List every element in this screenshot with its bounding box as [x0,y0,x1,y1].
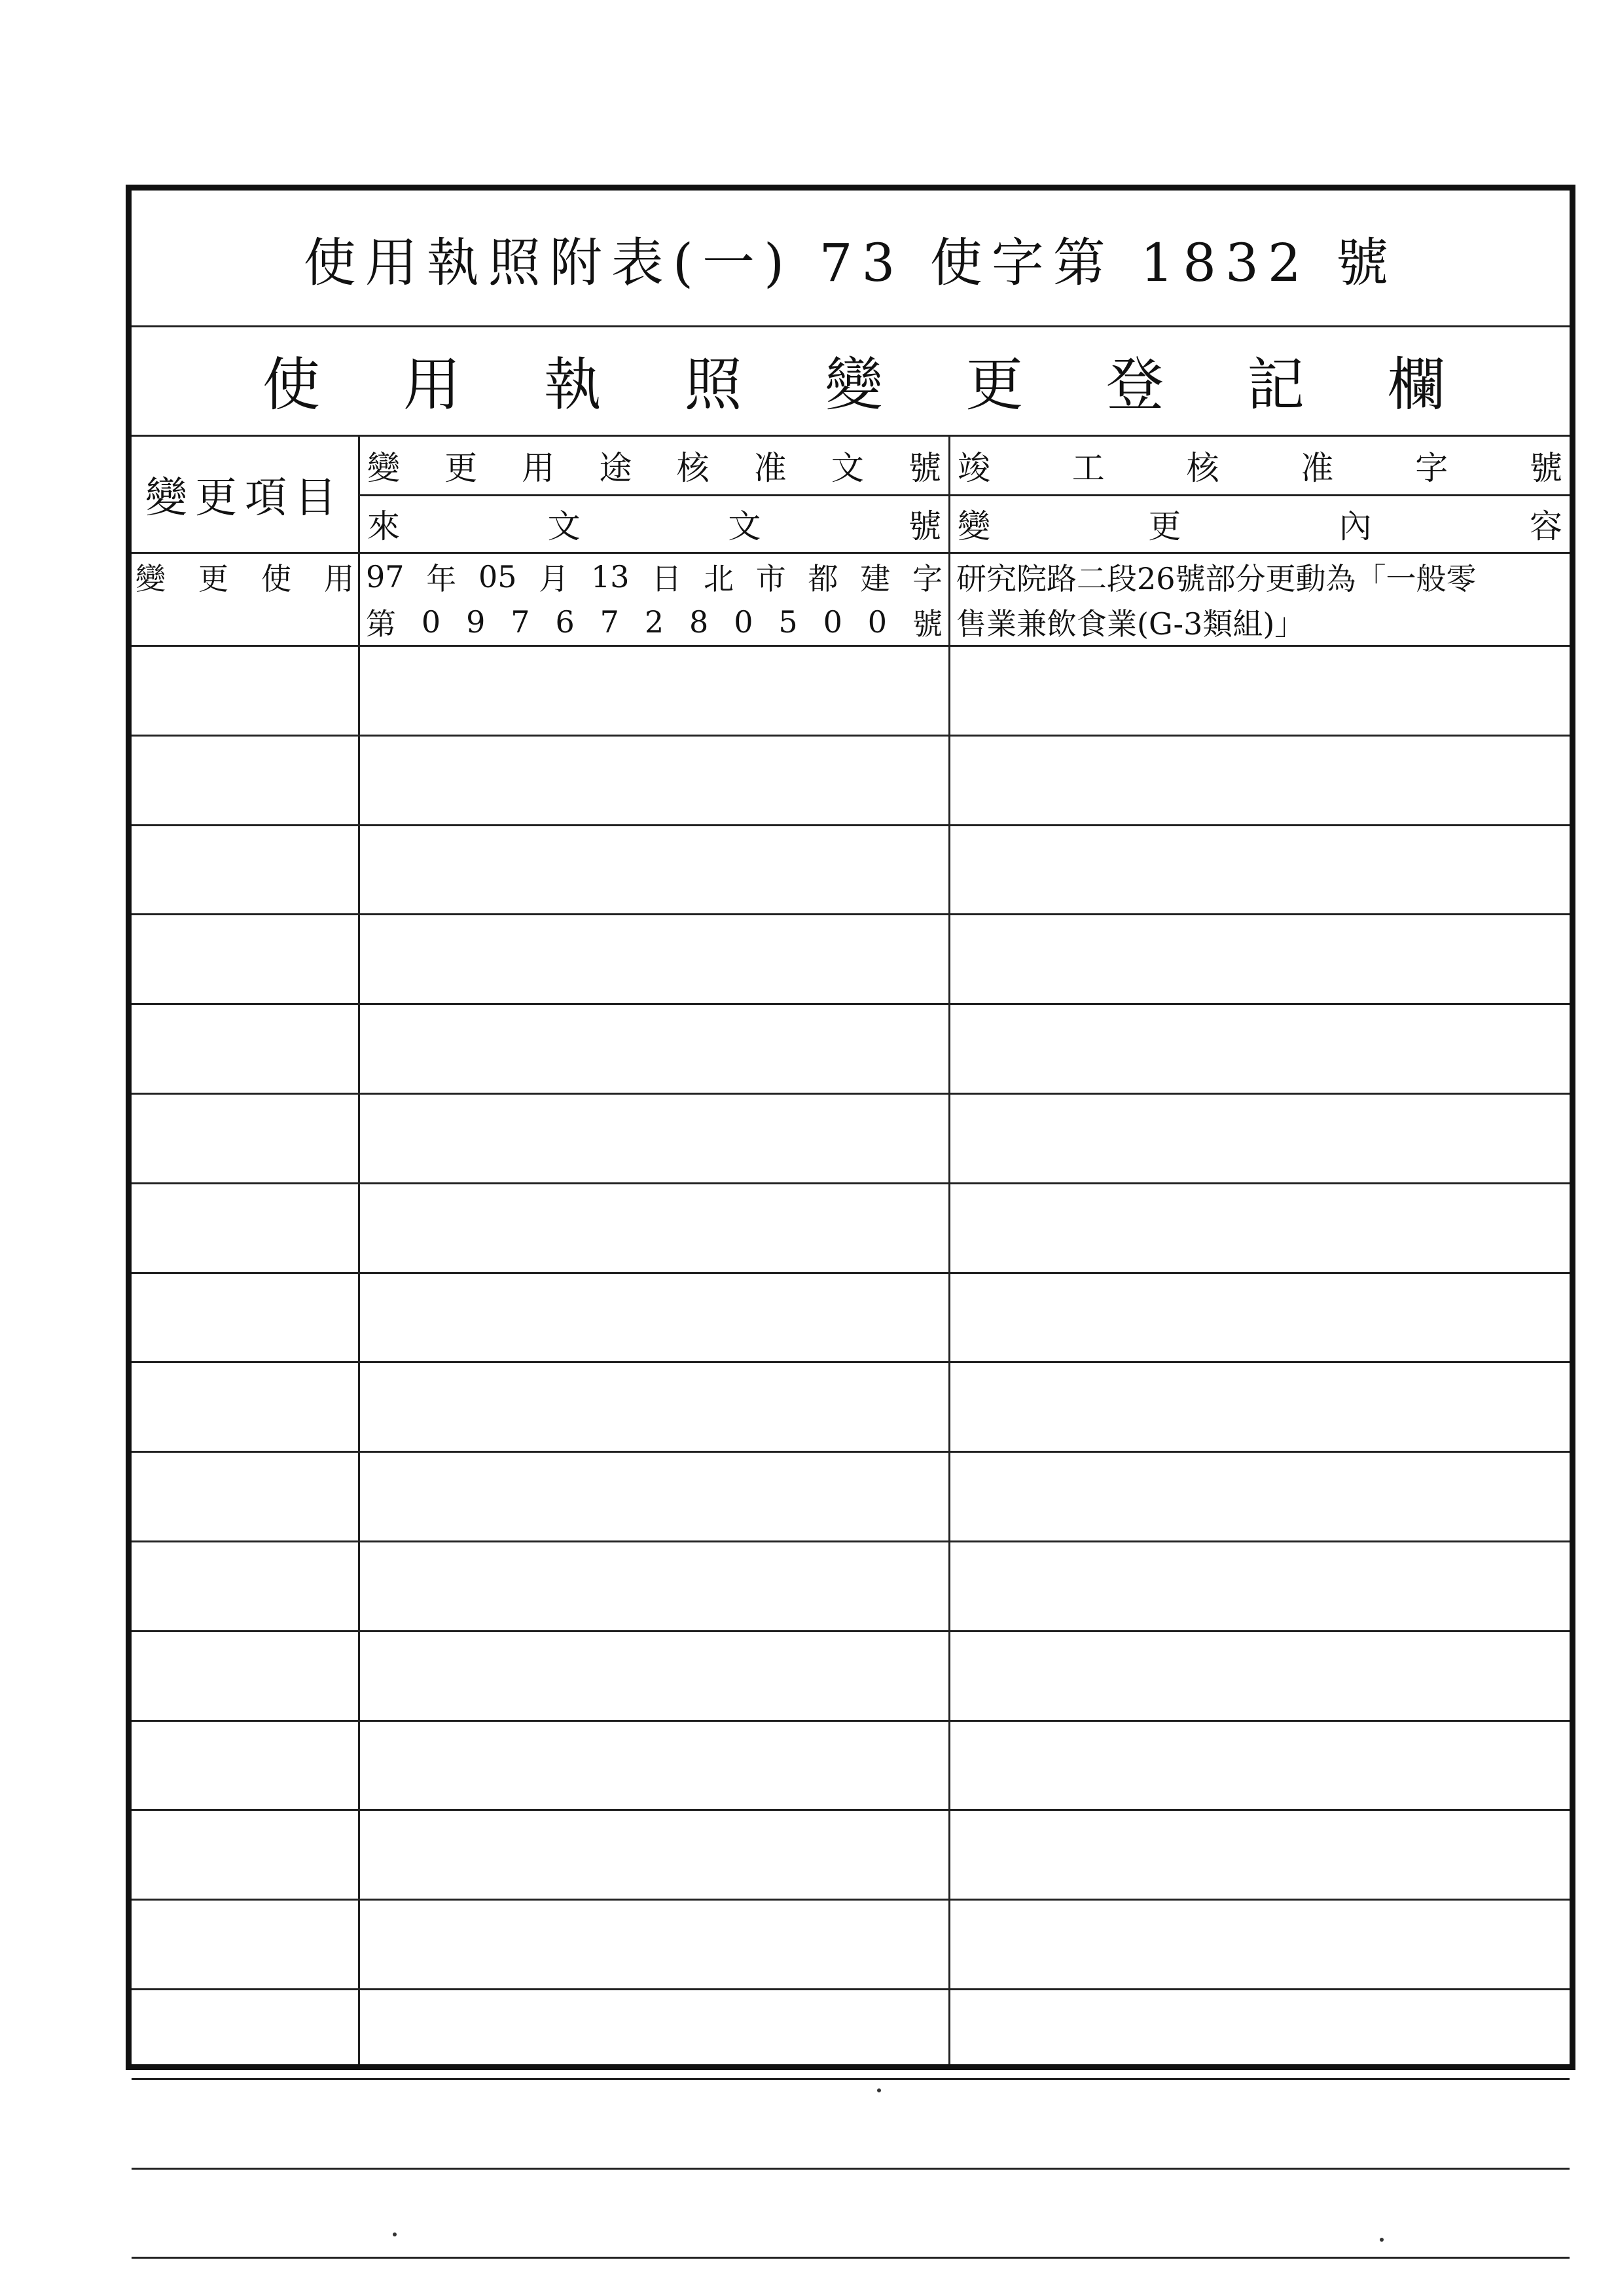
header-change-item: 變更項目 [145,474,344,522]
change-register-table [132,437,1570,2064]
row-border [132,735,1570,737]
row-border [132,1809,1570,1811]
entry-char: 13 [591,559,630,594]
entry-doc-line-2 [362,599,946,645]
entry-char: 號 [912,606,943,642]
header-char: 用 [522,449,555,487]
header-char: 文 [728,507,761,545]
row-border [132,1093,1570,1095]
entry-char: 字 [912,561,943,596]
entry-char: 變 [135,561,166,596]
entry-char: 05 [478,559,517,594]
subtitle-char: 變 [825,350,883,418]
entry-doc-line-1 [362,555,946,599]
header-char: 號 [908,449,941,487]
header-char: 更 [1148,507,1181,545]
row-border [132,1988,1570,1990]
subtitle-char: 記 [1247,350,1305,418]
header-char: 變 [958,507,990,545]
row-border [132,1182,1570,1184]
header-bottom-border [132,552,1570,554]
entry-content-line-1: 研究院路二段26號部分更動為「一般零 [956,561,1477,596]
header-char: 竣 [958,449,990,487]
entry-char: 6 [555,604,575,640]
entry-char: 市 [755,561,786,596]
row-border [132,2078,1570,2080]
entry-char: 北 [704,561,734,596]
usage-permit-form [126,185,1575,2070]
header-change-content [952,496,1568,552]
entry-char: 使 [261,561,291,596]
header-char: 內 [1339,507,1372,545]
scan-speck [877,2088,881,2092]
row-border [132,1451,1570,1453]
header-char: 文 [831,449,864,487]
entry-char: 7 [600,604,619,640]
scan-speck [1380,2238,1384,2242]
entry-char: 0 [421,604,441,640]
entry-char: 0 [734,604,753,640]
entry-change-item [132,555,358,599]
entry-char: 建 [860,561,891,596]
row-border [132,1361,1570,1363]
entry-char: 2 [644,604,664,640]
row-border [132,2168,1570,2170]
entry-char: 7 [511,604,530,640]
row-border [132,824,1570,826]
entry-char: 更 [198,561,228,596]
header-char: 容 [1529,507,1562,545]
subtitle-char: 使 [262,350,321,418]
entry-content-line-2: 售業兼飲食業(G-3類組)」 [956,606,1305,642]
header-char: 准 [753,449,787,487]
form-title: 使用執照附表(一) 73 使字第 1832 號 [132,191,1570,327]
entry-char: 9 [466,604,486,640]
column-divider [948,437,950,2064]
entry-char: 年 [426,561,457,596]
header-char: 核 [1186,449,1219,487]
header-char: 文 [547,507,581,545]
header-char: 更 [444,449,478,487]
subtitle-char: 執 [543,350,602,418]
entry-char: 用 [324,561,354,596]
subtitle-char: 登 [1106,350,1164,418]
header-char: 號 [908,507,941,545]
row-border [132,1630,1570,1632]
row-border [132,913,1570,915]
entry-char: 0 [823,604,842,640]
subtitle-char: 照 [684,350,742,418]
entry-char: 日 [651,561,682,596]
row-border [132,1720,1570,1722]
entry-char: 97 [366,559,404,594]
header-char: 工 [1071,449,1105,487]
header-char: 來 [367,507,400,545]
row-border [132,1003,1570,1005]
row-border [132,1899,1570,1901]
entry-char: 0 [867,604,888,640]
subtitle-char: 欄 [1387,350,1445,418]
form-subtitle [132,325,1570,437]
row-border [132,1272,1570,1274]
header-char: 途 [599,449,632,487]
row-border [132,645,1570,647]
row-border [132,1540,1570,1542]
entry-char: 月 [539,561,569,596]
header-char: 准 [1301,449,1334,487]
column-divider [358,437,360,2064]
header-approval-doc-no [362,437,946,494]
header-incoming-doc-no [362,496,946,552]
entry-char: 8 [689,604,709,640]
header-completion-approval-no [952,437,1568,494]
header-char: 核 [676,449,710,487]
entry-char: 第 [366,606,396,642]
subtitle-char: 更 [965,350,1024,418]
row-border [132,2257,1570,2259]
header-char: 變 [367,449,400,487]
entry-char: 5 [778,604,798,640]
entry-char: 都 [808,561,838,596]
scan-speck [393,2232,397,2236]
subtitle-char: 用 [403,350,461,418]
header-char: 字 [1415,449,1448,487]
header-char: 號 [1529,449,1562,487]
